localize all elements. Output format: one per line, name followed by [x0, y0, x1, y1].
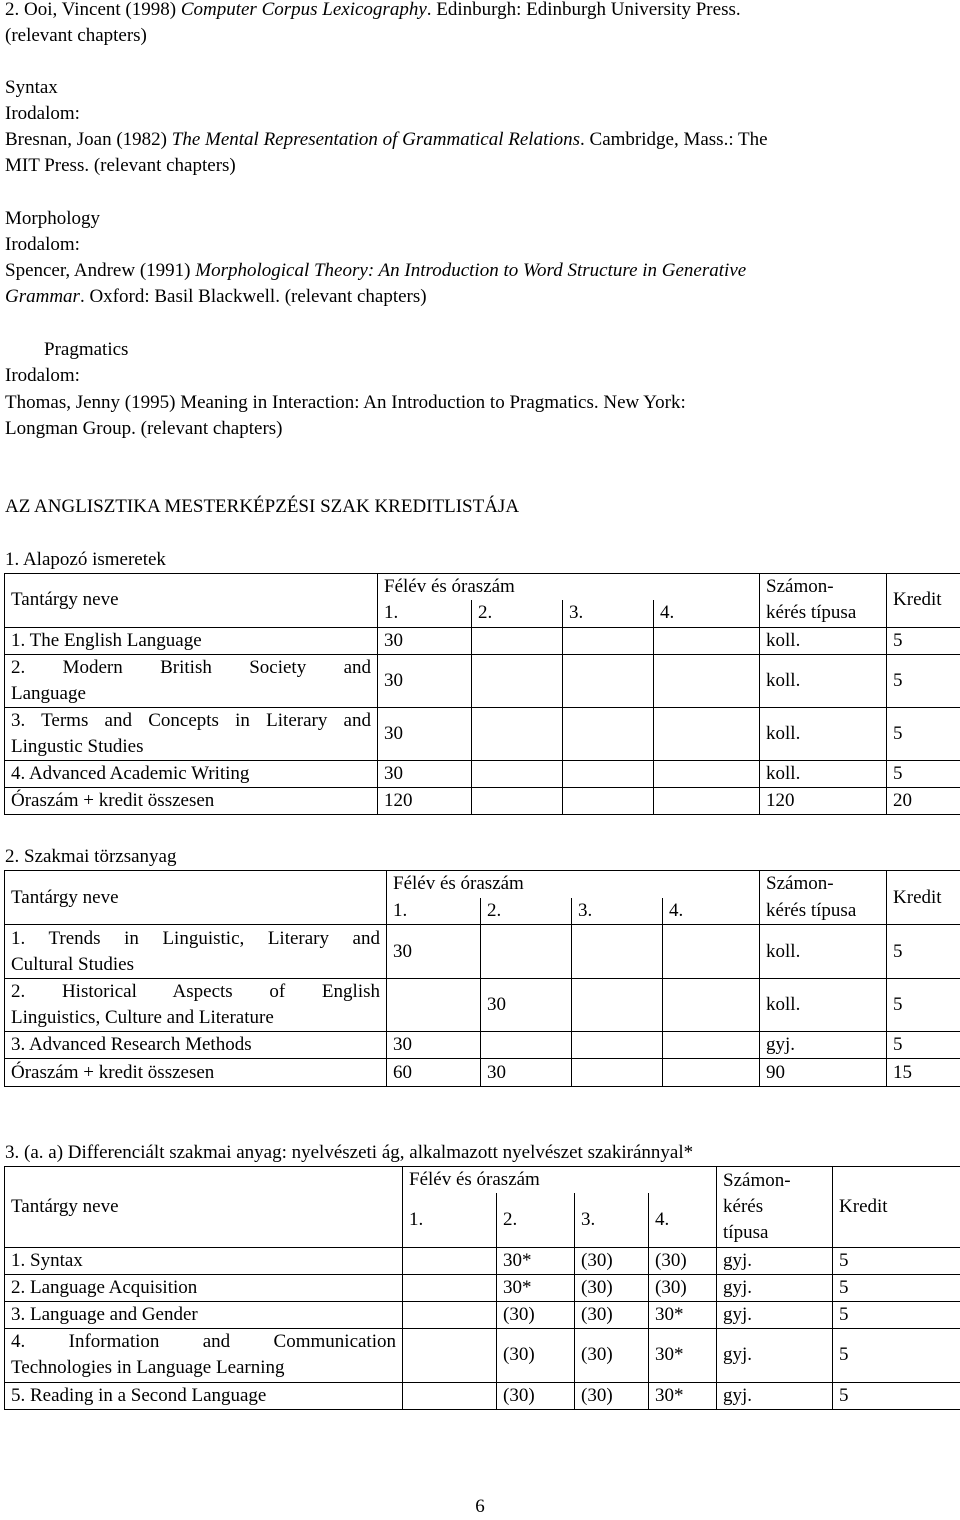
table-row	[5, 1301, 960, 1328]
semester-1-hours: 30	[378, 627, 472, 654]
subject-name	[5, 979, 387, 1032]
morphology-heading: Morphology	[5, 206, 100, 232]
assessment-type: koll.	[760, 979, 887, 1032]
total-label: Óraszám + kredit összesen	[5, 787, 378, 814]
ref-ooi-title: Computer Corpus Lexicography	[181, 0, 427, 20]
semester-3-hours	[563, 707, 654, 760]
ref-spencer-publisher: . Oxford: Basil Blackwell. (relevant chapters)	[80, 286, 427, 307]
subject-name: 1. Syntax	[5, 1247, 403, 1274]
semester-3-hours	[563, 760, 654, 787]
table-row	[5, 707, 960, 760]
assessment-type: koll.	[760, 707, 887, 760]
table2	[4, 870, 960, 1087]
semester-2-hours: 30*	[497, 1274, 575, 1301]
ref-thomas-line2: Longman Group. (relevant chapters)	[5, 416, 283, 442]
semester-4-hours: 30*	[649, 1301, 717, 1328]
semester-1-hours	[403, 1382, 497, 1409]
semester-3-hours: (30)	[575, 1382, 649, 1409]
semester-1-hours	[403, 1274, 497, 1301]
subject-name-line2: Technologies in Language Learning	[11, 1357, 285, 1378]
ref-spencer-title: Morphological Theory: An Introduction to Word Structure in Generative	[195, 260, 746, 281]
total-label: Óraszám + kredit összesen	[5, 1059, 387, 1087]
semester-2-hours: 30	[481, 979, 572, 1032]
morphology-irodalom-label: Irodalom:	[5, 232, 80, 258]
ref-bresnan-line2: MIT Press. (relevant chapters)	[5, 153, 236, 179]
total-semester-4	[663, 1059, 760, 1087]
semester-2-hours: (30)	[497, 1328, 575, 1382]
table2-header-s3: 3.	[572, 898, 663, 925]
semester-3-hours	[563, 627, 654, 654]
table2-header-name: Tantárgy neve	[5, 871, 387, 925]
credit-value: 5	[833, 1382, 960, 1409]
subject-name-line1: 4. Information and Communication	[11, 1329, 396, 1355]
table2-header-s4: 4.	[663, 898, 760, 925]
semester-4-hours	[654, 707, 760, 760]
semester-2-hours	[472, 627, 563, 654]
assessment-type: gyj.	[717, 1274, 833, 1301]
subject-name: 4. Advanced Academic Writing	[5, 760, 378, 787]
pragmatics-heading: Pragmatics	[44, 337, 128, 363]
table3-header-s3: 3.	[575, 1193, 649, 1247]
semester-4-hours: 30*	[649, 1382, 717, 1409]
subject-name	[5, 1328, 403, 1382]
table3-header-s1: 1.	[403, 1193, 497, 1247]
semester-4-hours	[654, 654, 760, 707]
table1-header-s1: 1.	[378, 600, 472, 627]
ref-bresnan-line1	[5, 127, 768, 153]
semester-3-hours: (30)	[575, 1274, 649, 1301]
credit-value: 5	[887, 627, 960, 654]
table1-header-name: Tantárgy neve	[5, 574, 378, 628]
ref-ooi-publisher: . Edinburgh: Edinburgh University Press.	[427, 0, 741, 20]
total-semester-3	[572, 1059, 663, 1087]
semester-4-hours: (30)	[649, 1274, 717, 1301]
semester-2-hours: (30)	[497, 1382, 575, 1409]
table1-header-s4: 4.	[654, 600, 760, 627]
assessment-type: koll.	[760, 627, 887, 654]
semester-1-hours	[403, 1247, 497, 1274]
semester-1-hours: 30	[378, 654, 472, 707]
table3-header-s2: 2.	[497, 1193, 575, 1247]
subject-name	[5, 925, 387, 979]
semester-3-hours: (30)	[575, 1247, 649, 1274]
table-row	[5, 1247, 960, 1274]
credit-value: 5	[887, 925, 960, 979]
table-row	[5, 1274, 960, 1301]
semester-1-hours: 30	[387, 925, 481, 979]
subject-name: 3. Advanced Research Methods	[5, 1032, 387, 1059]
table1-header-semester: Félév és óraszám	[378, 574, 760, 601]
subject-name-line1: 2. Historical Aspects of English	[11, 979, 380, 1005]
total-credit: 20	[887, 787, 960, 814]
ref-ooi-line2: (relevant chapters)	[5, 23, 147, 49]
credit-value: 5	[887, 707, 960, 760]
ref-bresnan-author: Bresnan, Joan (1982)	[5, 129, 172, 150]
table2-title: 2. Szakmai törzsanyag	[5, 844, 176, 870]
semester-1-hours	[403, 1301, 497, 1328]
table2-header-assess-1: Számon-	[760, 871, 887, 898]
semester-2-hours: 30*	[497, 1247, 575, 1274]
assessment-type: koll.	[760, 654, 887, 707]
syntax-irodalom-label: Irodalom:	[5, 101, 80, 127]
total-semester-1: 120	[378, 787, 472, 814]
subject-name: 5. Reading in a Second Language	[5, 1382, 403, 1409]
table3-header-assess-2: kérés	[723, 1194, 826, 1220]
semester-4-hours	[663, 1032, 760, 1059]
table2-header-s1: 1.	[387, 898, 481, 925]
subject-name: 1. The English Language	[5, 627, 378, 654]
main-heading: AZ ANGLISZTIKA MESTERKÉPZÉSI SZAK KREDITLISTÁJA	[5, 494, 519, 520]
subject-name-line1: 3. Terms and Concepts in Literary and	[11, 708, 371, 734]
table-row	[5, 925, 960, 979]
semester-3-hours: (30)	[575, 1301, 649, 1328]
semester-3-hours	[572, 925, 663, 979]
total-semester-3	[563, 787, 654, 814]
subject-name-line2: Language	[11, 683, 86, 704]
semester-2-hours	[472, 707, 563, 760]
semester-4-hours	[654, 760, 760, 787]
assessment-type: gyj.	[717, 1382, 833, 1409]
total-semester-4	[654, 787, 760, 814]
total-hours: 90	[760, 1059, 887, 1087]
table2-header-assess-2: kérés típusa	[760, 898, 887, 925]
total-semester-1: 60	[387, 1059, 481, 1087]
subject-name-line2: Lingustic Studies	[11, 736, 143, 757]
subject-name-line1: 1. Trends in Linguistic, Literary and	[11, 926, 380, 952]
ref-spencer-line2	[5, 284, 427, 310]
table3-header-name: Tantárgy neve	[5, 1167, 403, 1248]
table-row	[5, 627, 960, 654]
credit-value: 5	[887, 654, 960, 707]
table1-header-assess-2: kérés típusa	[760, 600, 887, 627]
credit-value: 5	[833, 1247, 960, 1274]
table3-header-assess-3: típusa	[723, 1220, 826, 1246]
semester-2-hours	[472, 760, 563, 787]
table-total-row	[5, 787, 960, 814]
subject-name: 2. Language Acquisition	[5, 1274, 403, 1301]
table1-header-s2: 2.	[472, 600, 563, 627]
table-row	[5, 1032, 960, 1059]
table-total-row	[5, 1059, 960, 1087]
total-semester-2: 30	[481, 1059, 572, 1087]
credit-value: 5	[887, 760, 960, 787]
assessment-type: gyj.	[717, 1328, 833, 1382]
ref-spencer-line1	[5, 258, 746, 284]
total-semester-2	[472, 787, 563, 814]
semester-3-hours	[563, 654, 654, 707]
ref-spencer-title-cont: Grammar	[5, 286, 80, 307]
subject-name-line2: Linguistics, Culture and Literature	[11, 1007, 274, 1028]
semester-4-hours	[663, 925, 760, 979]
table1-header-credit: Kredit	[887, 574, 960, 628]
semester-3-hours: (30)	[575, 1328, 649, 1382]
semester-1-hours: 30	[378, 760, 472, 787]
subject-name	[5, 707, 378, 760]
credit-value: 5	[833, 1301, 960, 1328]
semester-2-hours	[481, 1032, 572, 1059]
total-hours: 120	[760, 787, 887, 814]
assessment-type: koll.	[760, 925, 887, 979]
total-credit: 15	[887, 1059, 960, 1087]
credit-value: 5	[887, 979, 960, 1032]
semester-2-hours	[472, 654, 563, 707]
semester-4-hours: (30)	[649, 1247, 717, 1274]
table1-header-assess-1: Számon-	[760, 574, 887, 601]
semester-1-hours: 30	[387, 1032, 481, 1059]
table3-header-s4: 4.	[649, 1193, 717, 1247]
credit-value: 5	[833, 1328, 960, 1382]
table1-title: 1. Alapozó ismeretek	[5, 547, 166, 573]
table2-header-s2: 2.	[481, 898, 572, 925]
table3-header-assessment	[717, 1167, 833, 1248]
table-row	[5, 1328, 960, 1382]
table-row	[5, 654, 960, 707]
semester-4-hours	[654, 627, 760, 654]
page-number: 6	[0, 1494, 960, 1520]
assessment-type: gyj.	[760, 1032, 887, 1059]
subject-name	[5, 654, 378, 707]
ref-ooi-line1	[5, 0, 943, 23]
table-row	[5, 1382, 960, 1409]
subject-name: 3. Language and Gender	[5, 1301, 403, 1328]
table3-header-assess-1: Számon-	[723, 1168, 826, 1194]
semester-4-hours	[663, 979, 760, 1032]
semester-2-hours	[481, 925, 572, 979]
table3-header-credit: Kredit	[833, 1167, 960, 1248]
semester-1-hours	[387, 979, 481, 1032]
semester-4-hours: 30*	[649, 1328, 717, 1382]
table1-header-s3: 3.	[563, 600, 654, 627]
semester-1-hours: 30	[378, 707, 472, 760]
semester-3-hours	[572, 979, 663, 1032]
ref-thomas-line1: Thomas, Jenny (1995) Meaning in Interaction: An Introduction to Pragmatics. New York:	[5, 390, 686, 416]
syntax-heading: Syntax	[5, 75, 58, 101]
table-row	[5, 760, 960, 787]
semester-1-hours	[403, 1328, 497, 1382]
table3	[4, 1166, 960, 1410]
pragmatics-irodalom-label: Irodalom:	[5, 363, 80, 389]
credit-value: 5	[887, 1032, 960, 1059]
semester-3-hours	[572, 1032, 663, 1059]
credit-value: 5	[833, 1274, 960, 1301]
table2-header-semester: Félév és óraszám	[387, 871, 760, 898]
table3-title: 3. (a. a) Differenciált szakmai anyag: nyelvészeti ág, alkalmazott nyelvészet szakiránnyal*	[5, 1140, 693, 1166]
table-row	[5, 979, 960, 1032]
assessment-type: gyj.	[717, 1247, 833, 1274]
ref-spencer-author: Spencer, Andrew (1991)	[5, 260, 195, 281]
ref-bresnan-publisher: . Cambridge, Mass.: The	[580, 129, 768, 150]
assessment-type: gyj.	[717, 1301, 833, 1328]
table1	[4, 573, 960, 815]
subject-name-line1: 2. Modern British Society and	[11, 655, 371, 681]
semester-2-hours: (30)	[497, 1301, 575, 1328]
subject-name-line2: Cultural Studies	[11, 954, 134, 975]
table3-header-semester: Félév és óraszám	[403, 1167, 717, 1194]
assessment-type: koll.	[760, 760, 887, 787]
table2-header-credit: Kredit	[887, 871, 960, 925]
ref-ooi-author: 2. Ooi, Vincent (1998)	[5, 0, 181, 20]
ref-bresnan-title: The Mental Representation of Grammatical Relations	[172, 129, 580, 150]
